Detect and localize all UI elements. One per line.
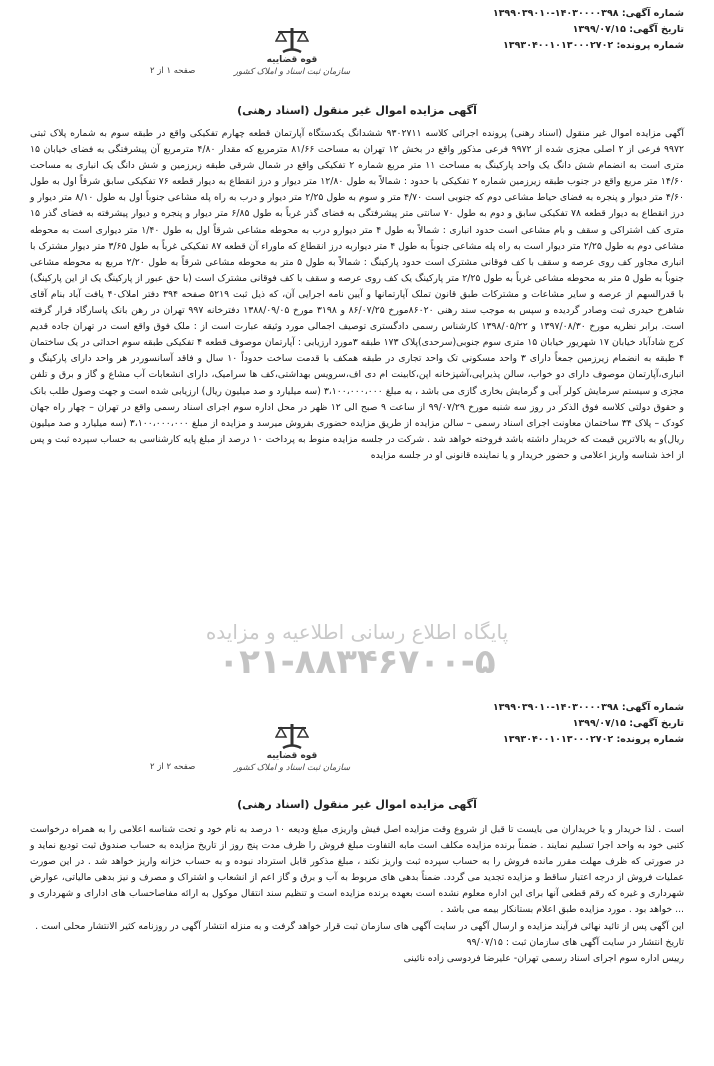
emblem-org-judiciary-2: قوه قضاییه (266, 751, 318, 761)
case-number-2: شماره پرونده: ۱۳۹۳۰۴۰۰۱۰۱۳۰۰۰۲۷۰۲ (503, 734, 684, 745)
signatory: رییس اداره سوم اجرای اسناد رسمی تهران- علیرضا فردوسی زاده نائینی (403, 952, 684, 964)
notice-page-2 (0, 700, 714, 1066)
watermark-phone: ۰۲۱-۸۸۳۴۶۷۰۰-۵ (218, 642, 496, 682)
notice-body-text-2: است . لذا خریدار و یا خریداران می بایست تا قبل از شروع وقت مزایده اصل فیش واریزی مبلغ ودیعه ۱۰ درصد به نام خود و تحت شناسه اعلامی را به همراه درخواست کتبی خود به واحد اجرا تسلیم نمایند . ضمناً برنده مزایده مکلف است مابه التفاوت مبلغ فروش را ظرف مدت پنج روز از تاریخ مزایده به حساب صندوق ثبت تودیع نماید و در صورتی که ظرف مهلت مقرر مانده فروش را به حساب سپرده ثبت واریز نکند ، مبلغ مذکور قابل استرداد نبوده و به حساب خزانه واریز خواهد شد . در این صورت عملیات فروش از درجه اعتبار ساقط و مزایده تجدید می گردد. ضمناً بدهی های مربوط به آب و برق و گاز اعم از انشعاب و اشتراک و مصرف و نیز بدهی مالیاتی، عوارض شهرداری و غیره که رقم قطعی آنها برای این اداره معلوم نشده است بعهده برنده مزایده است و تنظیم سند انتقال موکول به ارائه مفاصاحساب های ادارای و شهرداری و ... خواهد بود . مورد مزایده طبق اعلام بستانکار بیمه می باشد . (30, 824, 684, 916)
scales-emblem-icon (275, 724, 309, 750)
notice-date: تاریخ آگهی: ۱۳۹۹/۰۷/۱۵ (572, 24, 684, 35)
emblem-org-judiciary: قوه قضاییه (266, 55, 318, 65)
publication-note: این آگهی پس از تائید نهائی فرآیند مزایده و ارسال آگهی در سایت آگهی های سازمان ثبت قرار خواهد گرفت و به منزله انتشار آگهی در روزنامه کثیر الانتشار محلی است . (35, 920, 684, 932)
case-number: شماره پرونده: ۱۳۹۳۰۴۰۰۱۰۱۳۰۰۰۲۷۰۲ (503, 40, 684, 51)
notice-meta (493, 6, 684, 54)
notice-number-2: شماره آگهی: ۱۴۰۳۰۰۰۰۳۹۸-۱۳۹۹۰۳۹۰۱۰ (492, 702, 684, 713)
emblem-org-registry: سازمان ثبت اسناد و املاک کشور (233, 67, 351, 77)
publication-date: تاریخ انتشار در سایت آگهی های سازمان ثبت : ۹۹/۰۷/۱۵ (466, 936, 684, 948)
judiciary-emblem-2 (232, 724, 352, 774)
notice-title-2: آگهی مزایده اموال غیر منقول (اسناد رهنی) (237, 798, 477, 811)
scales-emblem-icon (275, 28, 309, 54)
watermark-site-name: پایگاه اطلاع رسانی اطلاعیه و مزایده (205, 620, 509, 644)
notice-title: آگهی مزایده اموال غیر منقول (اسناد رهنی) (237, 104, 477, 117)
notice-meta-2 (493, 700, 684, 748)
notice-body (30, 126, 684, 464)
notice-body-2 (30, 822, 684, 967)
notice-footer (30, 919, 684, 967)
notice-date-2: تاریخ آگهی: ۱۳۹۹/۰۷/۱۵ (572, 718, 684, 729)
judiciary-emblem (232, 28, 352, 78)
notice-number: شماره آگهی: ۱۴۰۳۰۰۰۰۳۹۸-۱۳۹۹۰۳۹۰۱۰ (492, 8, 684, 19)
notice-body-text: آگهی مزایده اموال غیر منقول (اسناد رهنی) پرونده اجرائی کلاسه ۹۳۰۲۷۱۱ ششدانگ یکدستگاه آپارتمان قطعه چهارم تفکیکی واقع در طبقه سوم به شماره پلاک ثبتی ۹۹۷۲ فرعی از ۲ اصلی مجزی شده از ۹۹۷۲ فرعی مذکور واقع در بخش ۱۲ تهران به مساحت ۸۱/۶۶ مترمربع که مقدار ۴/۸۰ مترمربع آن پیشرفتگی به فضای خیابان ۱۵ متری است به انضمام شش دانگ یک واحد پارکینگ به مساحت ۱۱ متر مربع شماره ۲ تفکیکی واقع در شمال شرقی طبقه زیرزمین و شش دانگ یک انباری به مساحت ۱۴/۶۰ متر مربع واقع در جنوب طبقه زیرزمین شماره ۲ تفکیکی با حدود : شمالاً به طول ۱۲/۸۰ متر دیوار و درز انقطاع به دیوار قطعه ۷۶ تفکیکی سابق شرقاً اول به طول ۴/۶۰ متر دیوار و پنجره به فضای حیاط مشاعی دوم که جنوبی است ۴/۷۰ متر و سوم به طول ۲/۲۵ متر دیوار و درب به راه پله مشاعی جنوباً اول به طول ۸/۱۰ متر دیوار و درز انقطاع به دیوار قطعه ۷۸ تفکیکی سابق و دوم به طول ۷۰ سانتی متر پیشرفتگی به فضای گذر غرباً به طول ۶/۸۵ متر دیوار و پنجره و دیوار پیشرفته به فضای گذر ۱۵ متری کف اشتراکی و سقف و بام مشاعی است حدود انباری : شمالاً به طول ۴ متر دیوارو درب به محوطه مشاعی شرقاً اول به طول ۱/۴۰ متر دیواری است به محوطه مشاعی دوم به طول ۲/۲۵ متر دیوار است به راه پله مشاعی جنوباً به طول ۴ متر دیواربه درز انقطاع که ماوراء آن قطعه ۸۷ تفکیکی غرباً به طول ۳/۶۵ متر دیوار مشترک با انباری مجاور کف روی عرصه و سقف با کف فوقانی مشترک است حدود پارکینگ : شمالاً به طول ۵ متر به محوطه مشاعی شرقاً به طول ۲/۲۰ مربع به محوطه مشاعی جنوباً به طول ۵ متر به محوطه مشاعی غرباً به طول ۲/۲۵ متر پارکینگ یک کف روی عرصه و سقف با کف فوقانی مشترک است (با حق عبور از پارکینگ یک از این پارکینگ) با قدرالسهم از عرصه و سایر مشاعات و مشترکات طبق قانون تملک آپارتمانها و آیین نامه اجرایی آن، که ذیل ثبت ۵۲۱۹ صفحه ۳۹۴ دفتر املاک۴۰ یافت آباد بنام آقای شاهرخ حیدری ثبت وصادر گردیده و سپس به موجب سند رهنی ۸۶۰۲۰مورخ ۸۶/۰۷/۲۵ و ۳۱۹۸ مورخ ۱۳۸۸/۰۹/۰۵ دفترخانه ۹۹۷ تهران در رهن بانک پاسارگاد قرار گرفته است. برابر نظریه مورخ ۱۳۹۷/۰۸/۳۰ و ۱۳۹۸/۰۵/۲۲ کارشناس رسمی دادگستری توصیف اجمالی مورد وثیقه عبارت است از : ملک فوق واقع است در تهران جاده قدیم کرج شادآباد خیابان ۱۷ شهریور خیابان ۱۵ متری سوم جنوبی(سرحدی)پلاک ۱۷۳ طبقه ۳مورد ارزیابی : آپارتمان موصوف قطعه ۴ تفکیکی طبقه سوم احداثی در یک ساختمان ۴ طبقه به انضمام زیرزمین جمعاً دارای ۳ واحد مسکونی تک واحد تجاری در طبقه همکف با قدمت ساخت حدوداً ۱۰ سال و فاقد آسانسوردر هر واحد دارای پارکینگ و انباری،آپارتمان موصوف دارای دو خواب، سالن پذیرایی،آشپزخانه اپن،کابینت ام دی اف،سرویس بهداشتی،کف ها سرامیک، دارای انشعابات آب مشاع و گاز و برق و تلفن مجزی و سیستم سرمایش کولر آبی و گرمایش بخاری گازی می باشد ، به مبلغ ۳،۱۰۰،۰۰۰،۰۰۰ (سه میلیارد و صد میلیون ریال) ارزیابی شده است و جهت وصول طلب بانک و حقوق دولتی کلاسه فوق الذکر در روز سه شنبه مورخ ۹۹/۰۷/۲۹ از ساعت ۹ صبح الی ۱۲ ظهر در محل اداره سوم اجرای اسناد رسمی واقع در تهران – چهار راه جهان کودک – پلاک ۳۴ ساختمان معاونت اجرای اسناد رسمی – سالن مزایده از طریق مزایده حضوری بفروش میرسد و مزایده از مبلغ ۳،۱۰۰،۰۰۰،۰۰۰ (سه میلیارد و صد میلیون ریال)و به بالاترین قیمت که خریدار داشته باشد فروخته خواهد شد . شرکت در جلسه مزایده منوط به پرداخت ۱۰ درصد از مبلغ پایه کارشناسی به حساب سپرده ثبت و پس از اخذ شناسه واریز اعلامی و حضور خریدار و یا نماینده قانونی او در جلسه مزایده (30, 128, 685, 461)
emblem-org-registry-2: سازمان ثبت اسناد و املاک کشور (233, 763, 351, 773)
page-number-2: صفحه ۲ از ۲ (150, 762, 196, 772)
page-number: صفحه ۱ از ۲ (150, 66, 196, 76)
